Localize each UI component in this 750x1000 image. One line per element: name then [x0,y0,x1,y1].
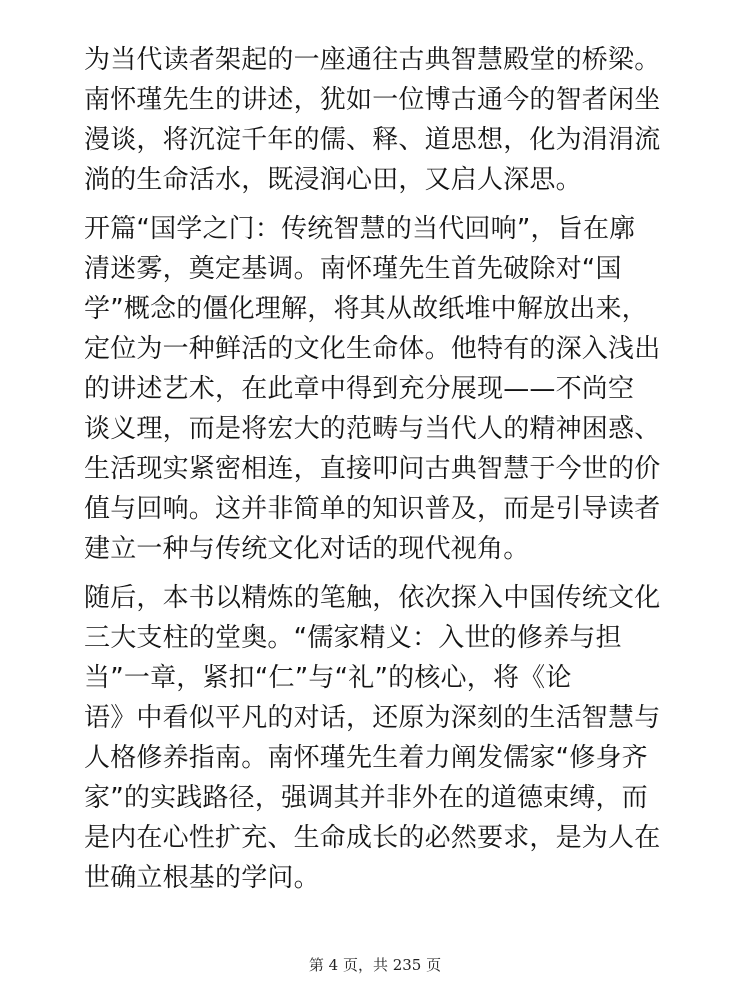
text-line: 随后，本书以精炼的笔触，依次探入中国传统文化 [84,583,661,613]
text-line: 语》中看似平凡的对话，还原为深刻的生活智慧与 [84,703,661,733]
text-line: 淌的生命活水，既浸润心田，又启人深思。 [84,165,582,195]
text-line: 当”一章，紧扣“仁”与“礼”的核心，将《论 [84,663,572,693]
paragraph-1 [84,40,684,200]
text-line: 定位为一种鲜活的文化生命体。他特有的深入浅出 [84,334,661,364]
body-text [84,40,684,907]
text-line: 值与回响。这并非简单的知识普及，而是引导读者 [84,494,661,524]
paragraph-3 [84,578,684,898]
text-line: 清迷雾，奠定基调。南怀瑾先生首先破除对“国 [84,254,622,284]
text-line: 谈义理，而是将宏大的范畴与当代人的精神困惑、 [84,414,661,444]
text-line: 家”的实践路径，强调其并非外在的道德束缚，而 [84,783,648,813]
text-line: 学”概念的僵化理解，将其从故纸堆中解放出来， [84,294,648,324]
page-number-footer: 第 4 页，共 235 页 [308,956,442,974]
text-line: 世确立根基的学问。 [84,863,320,893]
text-line: 的讲述艺术，在此章中得到充分展现——不尚空 [84,374,635,404]
text-line: 生活现实紧密相连，直接叩问古典智慧于今世的价 [84,454,661,484]
text-line: 人格修养指南。南怀瑾先生着力阐发儒家“修身齐 [84,743,648,773]
text-line: 为当代读者架起的一座通往古典智慧殿堂的桥梁。 [84,45,661,75]
text-line: 漫谈，将沉淀千年的儒、释、道思想，化为涓涓流 [84,125,661,155]
paragraph-2 [84,209,684,569]
text-line: 开篇“国学之门：传统智慧的当代回响”，旨在廓 [84,214,636,244]
text-line: 三大支柱的堂奥。“儒家精义：入世的修养与担 [84,623,622,653]
text-line: 是内在心性扩充、生命成长的必然要求，是为人在 [84,823,661,853]
text-line: 南怀瑾先生的讲述，犹如一位博古通今的智者闲坐 [84,85,661,115]
text-line: 建立一种与传统文化对话的现代视角。 [84,534,530,564]
